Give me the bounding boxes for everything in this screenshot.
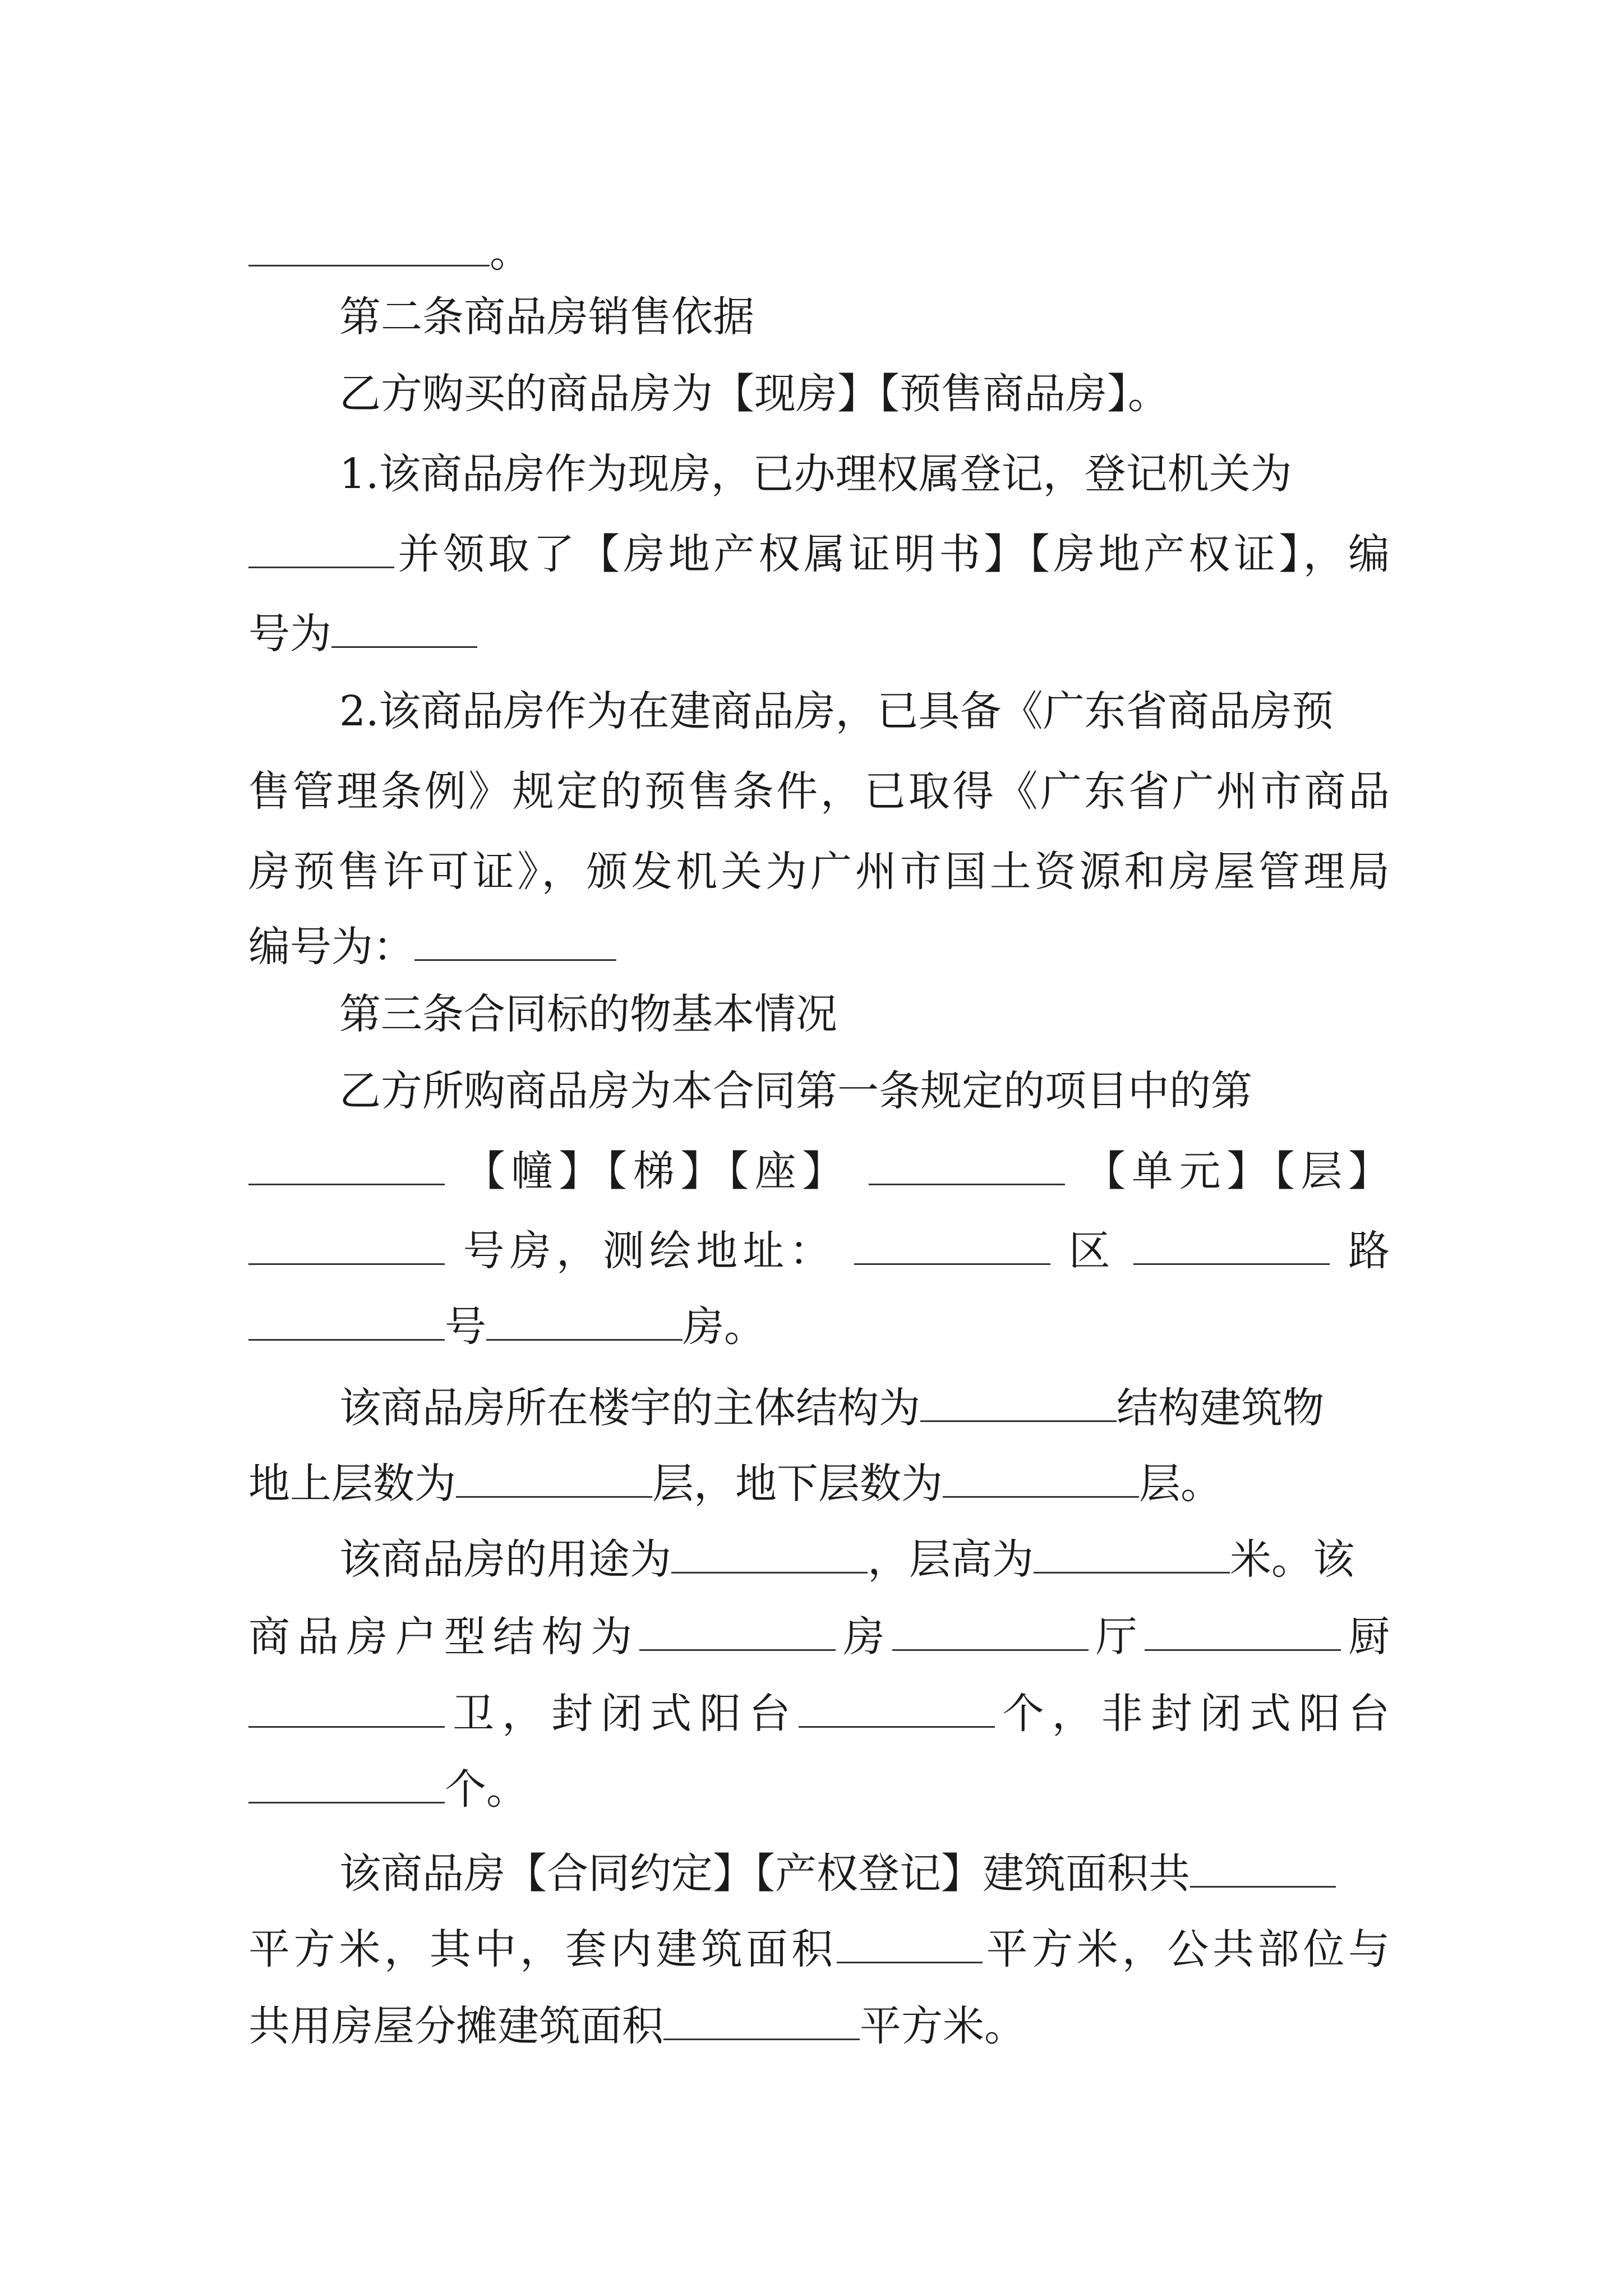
blank-field <box>248 1764 445 1803</box>
blank-field <box>248 1226 445 1265</box>
blank-field <box>456 1458 652 1498</box>
line-text: 层，地下层数为 <box>652 1460 943 1508</box>
blank-field <box>837 1924 983 1963</box>
section-heading-2: 第二条商品房销售依据 <box>339 293 754 341</box>
paragraph-line <box>248 1921 1390 1977</box>
line-text: 号房，测绘地址： <box>463 1227 836 1275</box>
line-text: 该商品房所在楼宇的主体结构为 <box>339 1384 920 1432</box>
blank-field <box>414 922 616 961</box>
line-text: 编号为： <box>248 923 414 971</box>
paragraph-line: 乙方购买的商品房为【现房】【预售商品房】。 <box>339 370 1169 418</box>
paragraph-line <box>248 1456 1222 1512</box>
blank-field <box>639 1612 836 1651</box>
paragraph-line <box>248 1143 1390 1199</box>
paragraph-line: 2.该商品房作为在建商品房，已具备《广东省商品房预 <box>339 687 1334 735</box>
paragraph-line <box>339 1380 1324 1436</box>
paragraph-line: 乙方所购商品房为本合同第一条规定的项目中的第 <box>339 1067 1252 1115</box>
blank-field <box>248 1688 445 1728</box>
blank-field <box>248 227 490 266</box>
line-text: 共用房屋分摊建筑面积 <box>248 2002 663 2050</box>
paragraph-line <box>339 1846 1336 1902</box>
blank-field <box>331 609 477 648</box>
line-text: 商品房户型结构为 <box>248 1613 640 1661</box>
paragraph-line: 1.该商品房作为现房，已办理权属登记，登记机关为 <box>339 450 1292 498</box>
line-text: 卫，封闭式阳台 <box>445 1690 799 1738</box>
line-text: 该商品房【合同约定】【产权登记】建筑面积共 <box>339 1849 1190 1898</box>
line-text: 个，非封闭式阳台 <box>994 1690 1390 1738</box>
line-text: 并领取了【房地产权属证明书】【房地产权证】，编 <box>394 530 1390 578</box>
line-text: 地上层数为 <box>248 1460 456 1508</box>
blank-field <box>799 1688 995 1728</box>
paragraph-line <box>248 1761 528 1818</box>
section-heading-3: 第三条合同标的物基本情况 <box>339 990 837 1038</box>
paragraph-line <box>248 1299 766 1355</box>
blank-field <box>869 1146 1065 1185</box>
paragraph-line: 售管理条例》规定的预售条件，已取得《广东省广州市商品 <box>248 767 1390 816</box>
line-text: 平方米，其中，套内建筑面积 <box>248 1925 837 1973</box>
blank-field <box>248 529 394 568</box>
paragraph-line <box>248 1609 1390 1665</box>
blank-field <box>248 1146 445 1185</box>
line-text: 该商品房的用途为 <box>339 1535 671 1584</box>
blank-field <box>920 1383 1117 1422</box>
line-text: 号为 <box>248 610 331 658</box>
line-text: 区 <box>1068 1227 1115 1275</box>
paragraph-line <box>248 606 477 662</box>
blank-field <box>248 1301 445 1341</box>
blank-field <box>943 1458 1139 1498</box>
line-text: 平方米。 <box>860 2002 1026 2050</box>
paragraph-line <box>248 526 1390 582</box>
line-text: 米。该 <box>1230 1535 1354 1584</box>
line-text: 厅 <box>1088 1613 1145 1661</box>
line-text: 结构建筑物 <box>1117 1384 1324 1432</box>
line-text: 【单元】【层】 <box>1084 1147 1390 1195</box>
line-text: 平方米，公共部位与 <box>982 1925 1390 1973</box>
blank-field <box>486 1301 683 1341</box>
paragraph-line <box>248 919 616 975</box>
paragraph-line <box>248 1998 1026 2054</box>
line-text: 个。 <box>445 1765 528 1814</box>
line-continuation <box>248 224 531 280</box>
paragraph-line <box>339 1531 1354 1588</box>
line-text: 房 <box>836 1613 892 1661</box>
paragraph-line: 房预售许可证》，颁发机关为广州市国土资源和房屋管理局 <box>248 848 1390 896</box>
line-text: 厨 <box>1340 1613 1390 1661</box>
blank-field <box>1145 1612 1341 1651</box>
line-text: 层。 <box>1139 1460 1222 1508</box>
line-text: ，层高为 <box>868 1535 1034 1584</box>
blank-field <box>892 1612 1089 1651</box>
blank-field <box>663 2001 860 2040</box>
blank-field <box>854 1226 1050 1265</box>
line-text: 【幢】【梯】【座】 <box>464 1147 850 1195</box>
line-text: 路 <box>1348 1227 1390 1275</box>
line-text: 号 <box>445 1303 486 1351</box>
period: 。 <box>490 228 531 277</box>
paragraph-line <box>248 1223 1390 1279</box>
blank-field <box>1034 1534 1230 1573</box>
blank-field <box>671 1534 868 1573</box>
blank-field <box>1133 1226 1330 1265</box>
paragraph-line <box>248 1686 1390 1742</box>
blank-field <box>1190 1848 1336 1888</box>
line-text: 房。 <box>683 1303 766 1351</box>
